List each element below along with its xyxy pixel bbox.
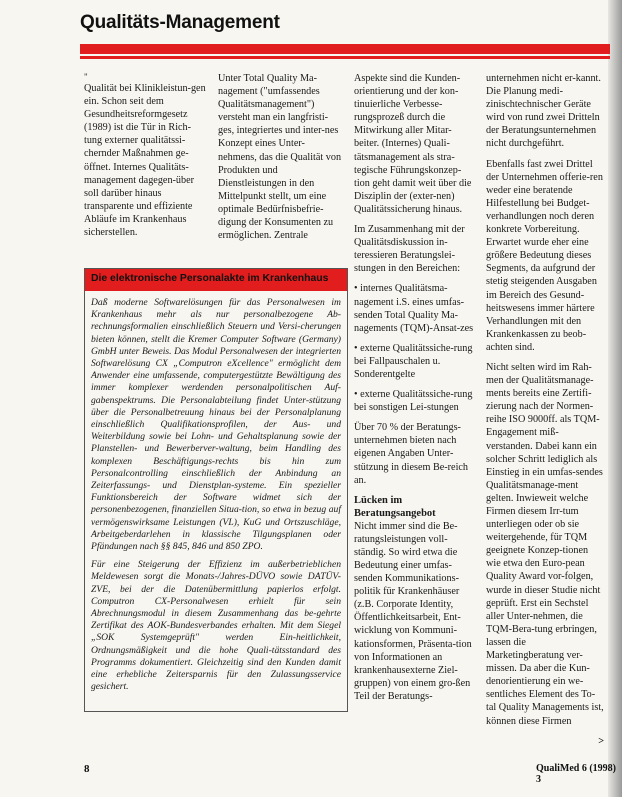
column-4-paragraph-2: Ebenfalls fast zwei Drittel der Unternehmen offerie-ren weder eine beratende Hilfestellung bei Budget-verhandlungen noch deren konkrete Vorbereitung. Erwartet wurde eher eine größere Bedeutung dieses Segments, da aufgrund der stetig steigenden Ausgaben im Bereich des Gesund-heitswesens immer härtere Verhandlungen mit den Krankenkassen zu beob-achten sind.: [486, 158, 603, 353]
column-4-paragraph-1: unternehmen nicht er-kannt. Die Planung medi-zinischtechnischer Geräte wird von rund zwei Dritteln der Beratungsunternehmen nicht durchgeführt.: [486, 73, 601, 150]
column-3-paragraph-1: Aspekte sind die Kunden-orientierung und der kon-tinuierliche Verbesse-rungsprozeß durch die Mitwirkung aller Mitar-beiter. (Internes) Quali-tätsmanagement als stra-tegische Führungskonzep-tion geht damit weit über die Disziplin der (exter-nen) Qualitätssicherung hinaus.: [354, 73, 472, 215]
page-title: Qualitäts-Management: [80, 12, 280, 33]
title-red-rule: [80, 56, 610, 59]
column-1-text: Qualität bei Klinikleistun-gen ein. Schon seit dem Gesundheitsreformgesetz (1989) ist die Tür in Rich-tung externer qualitätssi-chernder Maßnahmen ge-öffnet. Internes Qualitäts-management dagegen-über soll darüber hinaus transparente und effiziente Abläufe im Krankenhaus sicherstellen.: [84, 83, 206, 239]
sidebar-box: [84, 268, 348, 712]
section-subheading: Lücken im Beratungsangebot: [354, 494, 436, 519]
journal-footer: QualiMed 6 (1998) 3: [536, 763, 616, 785]
column-3-paragraph-3: Über 70 % der Beratungs-unternehmen bieten nach eigenen Angaben Unter-stützung in diesem Be-reich an.: [354, 422, 469, 486]
column-4-paragraph-3: Nicht selten wird im Rah-men der Qualitätsmanage-ments bereits eine Zertifi-zierung nach der Normen-reihe ISO 9000ff. als TQM-Engagement miß-verstanden. Dabei kann ein solcher Schritt lediglich als Einstieg in ein umfas-sendes Qualitätsmanage-ment gelten. Inwieweit welche Firmen diesem Irr-tum unterliegen oder ob sie weitergehende, für TQM geeignete Konzep-tionen wie etwa den Euro-pean Quality Award vor-folgen, wurde in dieser Studie nicht geprüft. Erst ein Sechstel aller Unter-nehmen, die TQM-Bera-tung erbringen, lassen die Marketingberatung ver-missen. Da aber die Kun-denorientierung ein we-sentliches Element des To-tal Quality Managements ist, können diese Firmen: [486, 361, 604, 727]
column-2-text: Unter Total Quality Ma-nagement ("umfassendes Qualitätsmanagement") versteht man ein langfristi-ges, integriertes und inter-nes Konzept eines Unter-nehmens, das die Qualität von Produkten und Dienstleistungen in den Mittelpunkt stellt, um eine optimale Bedürfnisbefrie-digung der Konsumenten zu ermöglichen. Zentrale: [218, 73, 342, 242]
page-number: 8: [84, 763, 90, 775]
quote-mark: ": [84, 72, 88, 82]
sidebar-box-title: Die elektronische Personalakte im Krankenhaus: [91, 273, 329, 284]
continue-arrow: >: [598, 735, 604, 747]
column-3-paragraph-2: Im Zusammenhang mit der Qualitätsdiskussion in-teressieren Beratungslei-stungen in den Bereichen:: [354, 224, 465, 275]
bullet-item: • externe Qualitätssiche-rung bei Fallpauschalen u. Sonderentgelte: [354, 342, 473, 380]
bullet-item: • internes Qualitätsma-nagement i.S. eines umfas-senden Total Quality Ma-nagements (TQM)-Ansat-zes: [354, 283, 474, 334]
bullet-item: • externe Qualitätssiche-rung bei sonstigen Lei-stungen: [354, 389, 473, 414]
sidebar-paragraph-1: Daß moderne Softwarelösungen für das Personalwesen im Krankenhaus mehr als nur personalbezogene Ab-rechnungsformalien einschließlich Steuern und Versi-cherungen bieten können, stellt die Kremer Computer Software (Germany) GmbH unter Beweis. Das Modul Personalwesen der integrierten Softwarelösung CX „Computron eXcellence" ermöglicht dem Anwender eine umfassende, computergestützte Bewältigung des immer komplexer werdenden personalpolitischen Auf-gabenspektrums. Die Personalabteilung findet Unter-stützung über die Personalbetreuung hinaus bei der Personalplanung einschließlich Qualifikationsprofilen, der Aus- und Weiterbildung sowie bei Lohn- und Gehaltsplanung sowie der Planstellen- und Bewerberver-waltung, beim Handling des komplexen Beschäftigungs-rechts bis hin zum Personalcontrolling einschließlich der Anbindung an Zeiterfassungs- und Dienstplan-systeme. Ein spezieller Funktionsbereich der Software widmet sich der personenbezogenen, finanziellen Situa-tion, so etwa in bezug auf vermögenswirksame Leistungen (VL), KuG und Ortszuschläge, Arbeitgeberdarlehen in klassische Tilgungsplanen oder Pfändungen nach §§ 845, 846 und 850 ZPO.: [91, 297, 341, 553]
column-3-paragraph-4: Nicht immer sind die Be-ratungsleistungen voll-ständig. So wird etwa die Bedeutung einer umfas-senden Kommunikations-politik für Krankenhäuser (z.B. Corporate Identity, Öffentlichkeitsarbeit, Ent-wicklung von Kommuni-kationsformen, Präsenta-tion von Informationen an krankenhausexterne Ziel-gruppen) von einem gro-ßen Teil der Beratungs-: [354, 520, 472, 702]
column-4: [486, 72, 604, 748]
sidebar-box-body: [91, 297, 341, 700]
sidebar-paragraph-2: Für eine Steigerung der Effizienz im außerbetrieblichen Meldewesen sorgt die Monats-/Jahres-DÜVO sowie DATÜV-ZVE, bei der die Datenübermittlung papierlos erfolgt. Computron CX-Personalwesen erhielt für sein Abrechnungsmodul in diesem Zusammenhang das be-gehrte Zertifikat des AOK-Bundesverbandes erhalten. Mit dem Siegel „SOK Systemgeprüft" werden Ein-heitlichkeit, Ordnungsmäßigkeit und die hohe Quali-tätsstandard des Programms dokumentiert. Gleichzeitig sind den Kunden damit eine erhebliche Zeitersparnis für den Zulassungsservice gesichert.: [91, 559, 341, 693]
column-3: [354, 72, 476, 710]
page-edge-shadow: [608, 0, 622, 797]
sidebar-box-header: [85, 269, 347, 291]
column-2: [218, 72, 342, 249]
column-1: [84, 72, 206, 246]
title-red-bar: [80, 44, 610, 54]
